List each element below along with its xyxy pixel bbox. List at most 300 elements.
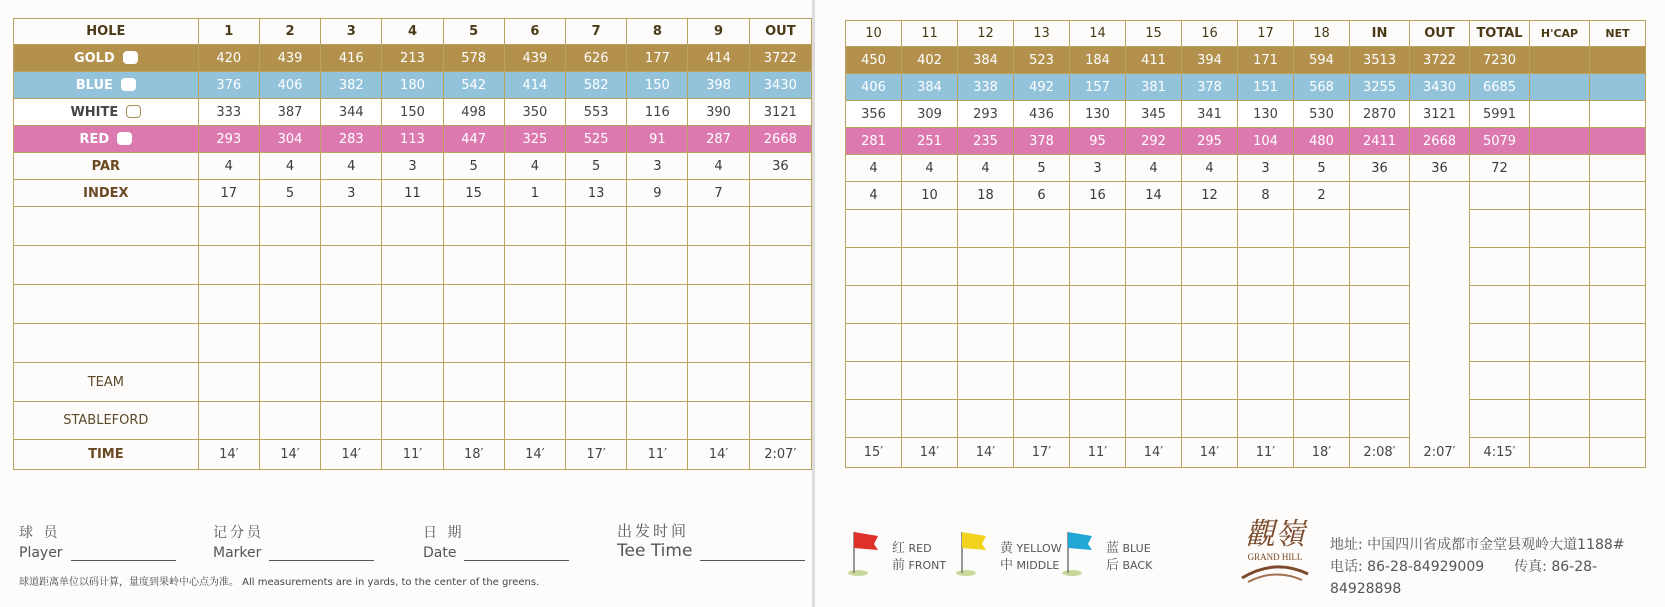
marker-label-cn: 记分员 (213, 525, 264, 541)
team-score-cell[interactable] (259, 363, 320, 402)
score-cell[interactable] (566, 246, 627, 285)
gold-yardage-cell: 3722 (749, 45, 811, 72)
score-cell[interactable] (958, 286, 1014, 324)
par-cell: 3 (1070, 155, 1126, 182)
yellow-flag-en: YELLOW (1016, 542, 1062, 555)
white-tee-label (14, 99, 199, 126)
back-par-row (846, 155, 1646, 182)
gold-yardage-cell: 411 (1126, 47, 1182, 74)
team-score-cell[interactable] (627, 363, 688, 402)
date-field[interactable] (423, 522, 569, 561)
score-cell[interactable] (1238, 210, 1294, 248)
blue-yardage-cell[interactable] (1590, 74, 1646, 101)
score-cell[interactable] (259, 246, 320, 285)
score-cell[interactable] (688, 207, 749, 246)
time-cell: 14′ (1182, 438, 1238, 468)
time-cell: 14′ (1126, 438, 1182, 468)
white-yardage-cell: 356 (846, 101, 902, 128)
score-cell[interactable] (846, 248, 902, 286)
score-cell[interactable] (846, 324, 902, 362)
red-tee-checkbox[interactable] (117, 132, 132, 145)
score-cell[interactable] (382, 207, 443, 246)
red-tee-name: RED (79, 131, 110, 147)
score-cell[interactable] (1014, 400, 1070, 438)
blue-tee-checkbox[interactable] (121, 78, 136, 91)
hole-net-header: NET (1590, 21, 1646, 47)
par-cell: 5 (1014, 155, 1070, 182)
score-cell[interactable] (627, 285, 688, 324)
team-label: TEAM (14, 363, 199, 402)
stableford-cell[interactable] (504, 402, 565, 440)
score-cell[interactable] (1350, 324, 1410, 362)
par-cell: 4 (902, 155, 958, 182)
score-cell[interactable] (958, 248, 1014, 286)
time-cell: 11′ (627, 440, 688, 470)
score-cell[interactable] (1410, 324, 1470, 362)
score-cell[interactable] (1070, 400, 1126, 438)
player-signature-field[interactable] (19, 522, 176, 561)
gold-yardage-cell: 184 (1070, 47, 1126, 74)
score-cell[interactable] (1014, 248, 1070, 286)
blue-flag-cn: 蓝 (1106, 541, 1120, 556)
score-cell[interactable] (1410, 400, 1470, 438)
score-cell[interactable] (1294, 248, 1350, 286)
gold-yardage-cell: 384 (958, 47, 1014, 74)
score-cell[interactable] (1070, 248, 1126, 286)
score-cell[interactable] (1014, 286, 1070, 324)
gold-yardage-cell[interactable] (1590, 47, 1646, 74)
blue-yardage-cell: 568 (1294, 74, 1350, 101)
score-cell[interactable] (846, 210, 902, 248)
score-cell[interactable] (1294, 362, 1350, 400)
score-cell[interactable] (1070, 286, 1126, 324)
score-cell[interactable] (846, 400, 902, 438)
white-tee-checkbox[interactable] (126, 105, 141, 118)
time-cell: 2:08′ (1350, 438, 1410, 468)
middle-en: MIDDLE (1016, 559, 1060, 572)
stableford-cell[interactable] (443, 402, 504, 440)
score-cell[interactable] (1182, 362, 1238, 400)
hole-OUT-header: OUT (749, 19, 811, 45)
score-cell[interactable] (1294, 324, 1350, 362)
middle-cn: 中 (1000, 558, 1014, 573)
index-cell: 7 (688, 180, 749, 207)
score-cell[interactable] (1410, 210, 1470, 248)
score-cell[interactable] (1126, 248, 1182, 286)
par-cell: 36 (1410, 155, 1470, 182)
score-cell[interactable] (1590, 324, 1646, 362)
par-cell: 36 (749, 153, 811, 180)
red-yardage-cell: 2668 (1410, 128, 1470, 155)
score-cell[interactable] (1530, 286, 1590, 324)
score-cell[interactable] (504, 207, 565, 246)
white-yardage-cell: 436 (1014, 101, 1070, 128)
time-cell (1590, 438, 1646, 468)
time-cell: 11′ (1238, 438, 1294, 468)
score-cell[interactable] (688, 285, 749, 324)
par-cell: 4 (259, 153, 320, 180)
score-cell[interactable] (1470, 362, 1530, 400)
score-cell[interactable] (902, 286, 958, 324)
score-cell[interactable] (1590, 248, 1646, 286)
score-cell[interactable] (1410, 286, 1470, 324)
date-line (464, 560, 569, 561)
score-cell[interactable] (504, 324, 565, 363)
score-cell[interactable] (627, 324, 688, 363)
index-cell: 8 (1238, 182, 1294, 210)
score-cell[interactable] (1294, 400, 1350, 438)
score-cell[interactable] (1126, 324, 1182, 362)
stableford-cell[interactable] (566, 402, 627, 440)
hole-1-header: 1 (198, 19, 259, 45)
time-cell: 14′ (902, 438, 958, 468)
hole-in-header: IN (1350, 21, 1410, 47)
par-cell: 4 (846, 155, 902, 182)
gold-yardage-cell[interactable] (1530, 47, 1590, 74)
index-cell: 6 (1014, 182, 1070, 210)
time-cell (1530, 438, 1590, 468)
stableford-cell[interactable] (749, 402, 811, 440)
red-yardage-cell: 2668 (749, 126, 811, 153)
tee-row-red (14, 126, 812, 153)
white-yardage-cell: 309 (902, 101, 958, 128)
score-cell[interactable] (443, 324, 504, 363)
score-cell[interactable] (1126, 286, 1182, 324)
time-cell: 14′ (198, 440, 259, 470)
score-cell[interactable] (958, 324, 1014, 362)
stableford-cell[interactable] (688, 402, 749, 440)
index-cell (1350, 182, 1410, 210)
gold-yardage-cell: 626 (566, 45, 627, 72)
score-cell[interactable] (749, 285, 811, 324)
blue-yardage-cell: 542 (443, 72, 504, 99)
blue-yardage-cell: 150 (627, 72, 688, 99)
front-cn: 前 (892, 558, 906, 573)
score-cell[interactable] (1470, 210, 1530, 248)
hole-14-header: 14 (1070, 21, 1126, 47)
red-yardage-cell: 447 (443, 126, 504, 153)
score-cell[interactable] (1294, 286, 1350, 324)
red-yardage-cell: 325 (504, 126, 565, 153)
score-cell[interactable] (1590, 210, 1646, 248)
score-cell[interactable] (259, 207, 320, 246)
player-line (71, 560, 176, 561)
red-yardage-cell: 251 (902, 128, 958, 155)
score-cell[interactable] (958, 400, 1014, 438)
front-nine-scorecard (13, 18, 812, 470)
score-cell[interactable] (1182, 400, 1238, 438)
score-cell[interactable] (382, 246, 443, 285)
player-name-cell[interactable] (14, 324, 199, 363)
par-label: PAR (14, 153, 199, 180)
time-row (14, 440, 812, 470)
score-cell[interactable] (958, 210, 1014, 248)
score-cell[interactable] (1294, 210, 1350, 248)
fax-text: 传真: 86-28-84928898 (1330, 559, 1598, 597)
score-cell[interactable] (846, 362, 902, 400)
red-yardage-cell: 525 (566, 126, 627, 153)
index-cell: 12 (1182, 182, 1238, 210)
score-cell[interactable] (382, 285, 443, 324)
score-cell[interactable] (1182, 210, 1238, 248)
score-cell[interactable] (1126, 362, 1182, 400)
back-score-row (846, 210, 1646, 248)
back-time-row (846, 438, 1646, 468)
score-cell[interactable] (321, 324, 382, 363)
team-score-cell[interactable] (443, 363, 504, 402)
front-header-row (14, 19, 812, 45)
blue-yardage-cell[interactable] (1530, 74, 1590, 101)
score-cell[interactable] (1014, 324, 1070, 362)
score-cell[interactable] (846, 286, 902, 324)
white-yardage-cell: 5991 (1470, 101, 1530, 128)
score-cell[interactable] (1530, 400, 1590, 438)
score-cell[interactable] (1182, 286, 1238, 324)
score-cell[interactable] (1470, 400, 1530, 438)
score-cell[interactable] (1410, 362, 1470, 400)
gold-yardage-cell: 402 (902, 47, 958, 74)
measurement-note: 球道距离单位以码计算，量度到果岭中心点为准。 All measurements are in yards, to the center of the greens. (19, 577, 540, 588)
score-cell[interactable] (1470, 248, 1530, 286)
score-cell[interactable] (504, 246, 565, 285)
score-cell[interactable] (1590, 362, 1646, 400)
gold-yardage-cell: 177 (627, 45, 688, 72)
red-yardage-cell: 113 (382, 126, 443, 153)
white-yardage-cell[interactable] (1590, 101, 1646, 128)
score-cell[interactable] (1590, 400, 1646, 438)
score-cell[interactable] (1070, 210, 1126, 248)
score-cell[interactable] (1530, 210, 1590, 248)
blue-flag-legend (1106, 540, 1152, 574)
blue-yardage-cell: 582 (566, 72, 627, 99)
red-yardage-cell: 281 (846, 128, 902, 155)
hole-15-header: 15 (1126, 21, 1182, 47)
player-label-en: Player (19, 545, 63, 561)
player-score-row (14, 285, 812, 324)
score-cell[interactable] (1182, 324, 1238, 362)
score-cell[interactable] (1350, 210, 1410, 248)
score-cell[interactable] (1410, 248, 1470, 286)
grand-hill-logo (1238, 512, 1312, 586)
team-score-cell[interactable] (321, 363, 382, 402)
score-cell[interactable] (1470, 324, 1530, 362)
hole-4-header: 4 (382, 19, 443, 45)
score-cell[interactable] (382, 324, 443, 363)
red-yardage-cell[interactable] (1530, 128, 1590, 155)
score-cell[interactable] (198, 324, 259, 363)
player-name-cell[interactable] (14, 207, 199, 246)
score-cell[interactable] (902, 400, 958, 438)
score-cell[interactable] (1350, 362, 1410, 400)
score-cell[interactable] (443, 285, 504, 324)
team-score-cell[interactable] (688, 363, 749, 402)
score-cell[interactable] (902, 362, 958, 400)
score-cell[interactable] (1014, 210, 1070, 248)
gold-yardage-cell: 3513 (1350, 47, 1410, 74)
white-yardage-cell: 345 (1126, 101, 1182, 128)
time-cell: 18′ (443, 440, 504, 470)
score-cell[interactable] (1070, 324, 1126, 362)
score-cell[interactable] (504, 285, 565, 324)
score-cell[interactable] (1350, 286, 1410, 324)
score-cell[interactable] (259, 324, 320, 363)
blue-yardage-cell: 492 (1014, 74, 1070, 101)
score-cell[interactable] (1350, 400, 1410, 438)
marker-label-en: Marker (213, 545, 262, 561)
blue-tee-name: BLUE (75, 77, 113, 93)
stableford-cell[interactable] (321, 402, 382, 440)
blue-yardage-cell: 384 (902, 74, 958, 101)
contact-info (1330, 534, 1665, 600)
index-cell: 16 (1070, 182, 1126, 210)
score-cell[interactable] (1350, 248, 1410, 286)
score-cell[interactable] (1530, 324, 1590, 362)
index-cell (1470, 182, 1530, 210)
red-yardage-cell: 104 (1238, 128, 1294, 155)
score-cell[interactable] (321, 207, 382, 246)
score-cell[interactable] (1530, 248, 1590, 286)
score-cell[interactable] (1070, 362, 1126, 400)
score-cell[interactable] (688, 246, 749, 285)
gold-tee-checkbox[interactable] (123, 51, 138, 64)
stableford-label: STABLEFORD (14, 402, 199, 440)
back-score-row (846, 362, 1646, 400)
white-yardage-cell[interactable] (1530, 101, 1590, 128)
hole-out-header: OUT (1410, 21, 1470, 47)
back-score-row (846, 248, 1646, 286)
score-cell[interactable] (1014, 362, 1070, 400)
blue-flag-en: BLUE (1122, 542, 1151, 555)
score-cell[interactable] (1238, 362, 1294, 400)
gold-tee-label (14, 45, 199, 72)
blue-yardage-cell: 406 (846, 74, 902, 101)
stableford-cell[interactable] (627, 402, 688, 440)
index-cell (749, 180, 811, 207)
score-cell[interactable] (749, 246, 811, 285)
score-cell[interactable] (688, 324, 749, 363)
gold-yardage-cell: 439 (504, 45, 565, 72)
score-cell[interactable] (566, 207, 627, 246)
score-cell[interactable] (1238, 324, 1294, 362)
par-cell: 5 (566, 153, 627, 180)
score-cell[interactable] (749, 207, 811, 246)
score-cell[interactable] (627, 207, 688, 246)
blue-yardage-cell: 157 (1070, 74, 1126, 101)
red-flag-cn: 红 (892, 541, 906, 556)
blue-flag-icon (1062, 528, 1096, 582)
index-label: INDEX (14, 180, 199, 207)
score-cell[interactable] (902, 324, 958, 362)
score-cell[interactable] (1182, 248, 1238, 286)
score-cell[interactable] (321, 246, 382, 285)
time-cell: 4:15′ (1470, 438, 1530, 468)
red-flag-en: RED (908, 542, 932, 555)
score-cell[interactable] (1530, 362, 1590, 400)
score-cell[interactable] (198, 285, 259, 324)
player-label-cn: 球 员 (19, 525, 61, 541)
stableford-cell[interactable] (259, 402, 320, 440)
score-cell[interactable] (566, 285, 627, 324)
score-cell[interactable] (259, 285, 320, 324)
red-yardage-cell: 287 (688, 126, 749, 153)
back-nine-scorecard (845, 20, 1646, 468)
score-cell[interactable] (1470, 286, 1530, 324)
back-tee-row-blue (846, 74, 1646, 101)
hole-2-header: 2 (259, 19, 320, 45)
marker-line (269, 560, 374, 561)
blue-yardage-cell: 378 (1182, 74, 1238, 101)
index-row (14, 180, 812, 207)
score-cell[interactable] (1126, 400, 1182, 438)
score-cell[interactable] (198, 207, 259, 246)
score-cell[interactable] (958, 362, 1014, 400)
score-cell[interactable] (1238, 248, 1294, 286)
team-score-cell[interactable] (566, 363, 627, 402)
white-yardage-cell: 3121 (749, 99, 811, 126)
index-cell: 13 (566, 180, 627, 207)
red-yardage-cell: 480 (1294, 128, 1350, 155)
stableford-cell[interactable] (198, 402, 259, 440)
score-cell[interactable] (1238, 286, 1294, 324)
red-yardage-cell[interactable] (1590, 128, 1646, 155)
score-cell[interactable] (443, 207, 504, 246)
score-cell[interactable] (627, 246, 688, 285)
back-tee-row-gold (846, 47, 1646, 74)
team-score-cell[interactable] (382, 363, 443, 402)
gold-yardage-cell: 439 (259, 45, 320, 72)
score-cell[interactable] (749, 324, 811, 363)
score-cell[interactable] (443, 246, 504, 285)
blue-yardage-cell: 3430 (749, 72, 811, 99)
score-cell[interactable] (1126, 210, 1182, 248)
score-cell[interactable] (198, 246, 259, 285)
hole-3-header: 3 (321, 19, 382, 45)
player-score-row (14, 246, 812, 285)
stableford-row (14, 402, 812, 440)
gold-yardage-cell: 213 (382, 45, 443, 72)
score-cell[interactable] (566, 324, 627, 363)
score-cell[interactable] (321, 285, 382, 324)
red-yardage-cell: 378 (1014, 128, 1070, 155)
blue-yardage-cell: 338 (958, 74, 1014, 101)
score-cell[interactable] (1238, 400, 1294, 438)
score-cell[interactable] (1590, 286, 1646, 324)
stableford-cell[interactable] (382, 402, 443, 440)
player-name-cell[interactable] (14, 246, 199, 285)
red-yardage-cell: 5079 (1470, 128, 1530, 155)
blue-yardage-cell: 180 (382, 72, 443, 99)
index-cell (1410, 182, 1470, 210)
player-name-cell[interactable] (14, 285, 199, 324)
score-cell[interactable] (902, 210, 958, 248)
team-score-cell[interactable] (198, 363, 259, 402)
team-score-cell[interactable] (504, 363, 565, 402)
white-yardage-cell: 390 (688, 99, 749, 126)
index-cell: 18 (958, 182, 1014, 210)
time-cell: 2:07′ (749, 440, 811, 470)
team-score-cell[interactable] (749, 363, 811, 402)
marker-signature-field[interactable] (213, 522, 374, 561)
index-cell (1530, 182, 1590, 210)
par-cell: 3 (627, 153, 688, 180)
time-cell: 14′ (259, 440, 320, 470)
gold-yardage-cell: 416 (321, 45, 382, 72)
score-cell[interactable] (902, 248, 958, 286)
hole-7-header: 7 (566, 19, 627, 45)
index-cell: 14 (1126, 182, 1182, 210)
hole-9-header: 9 (688, 19, 749, 45)
tee-time-field[interactable] (617, 520, 805, 561)
